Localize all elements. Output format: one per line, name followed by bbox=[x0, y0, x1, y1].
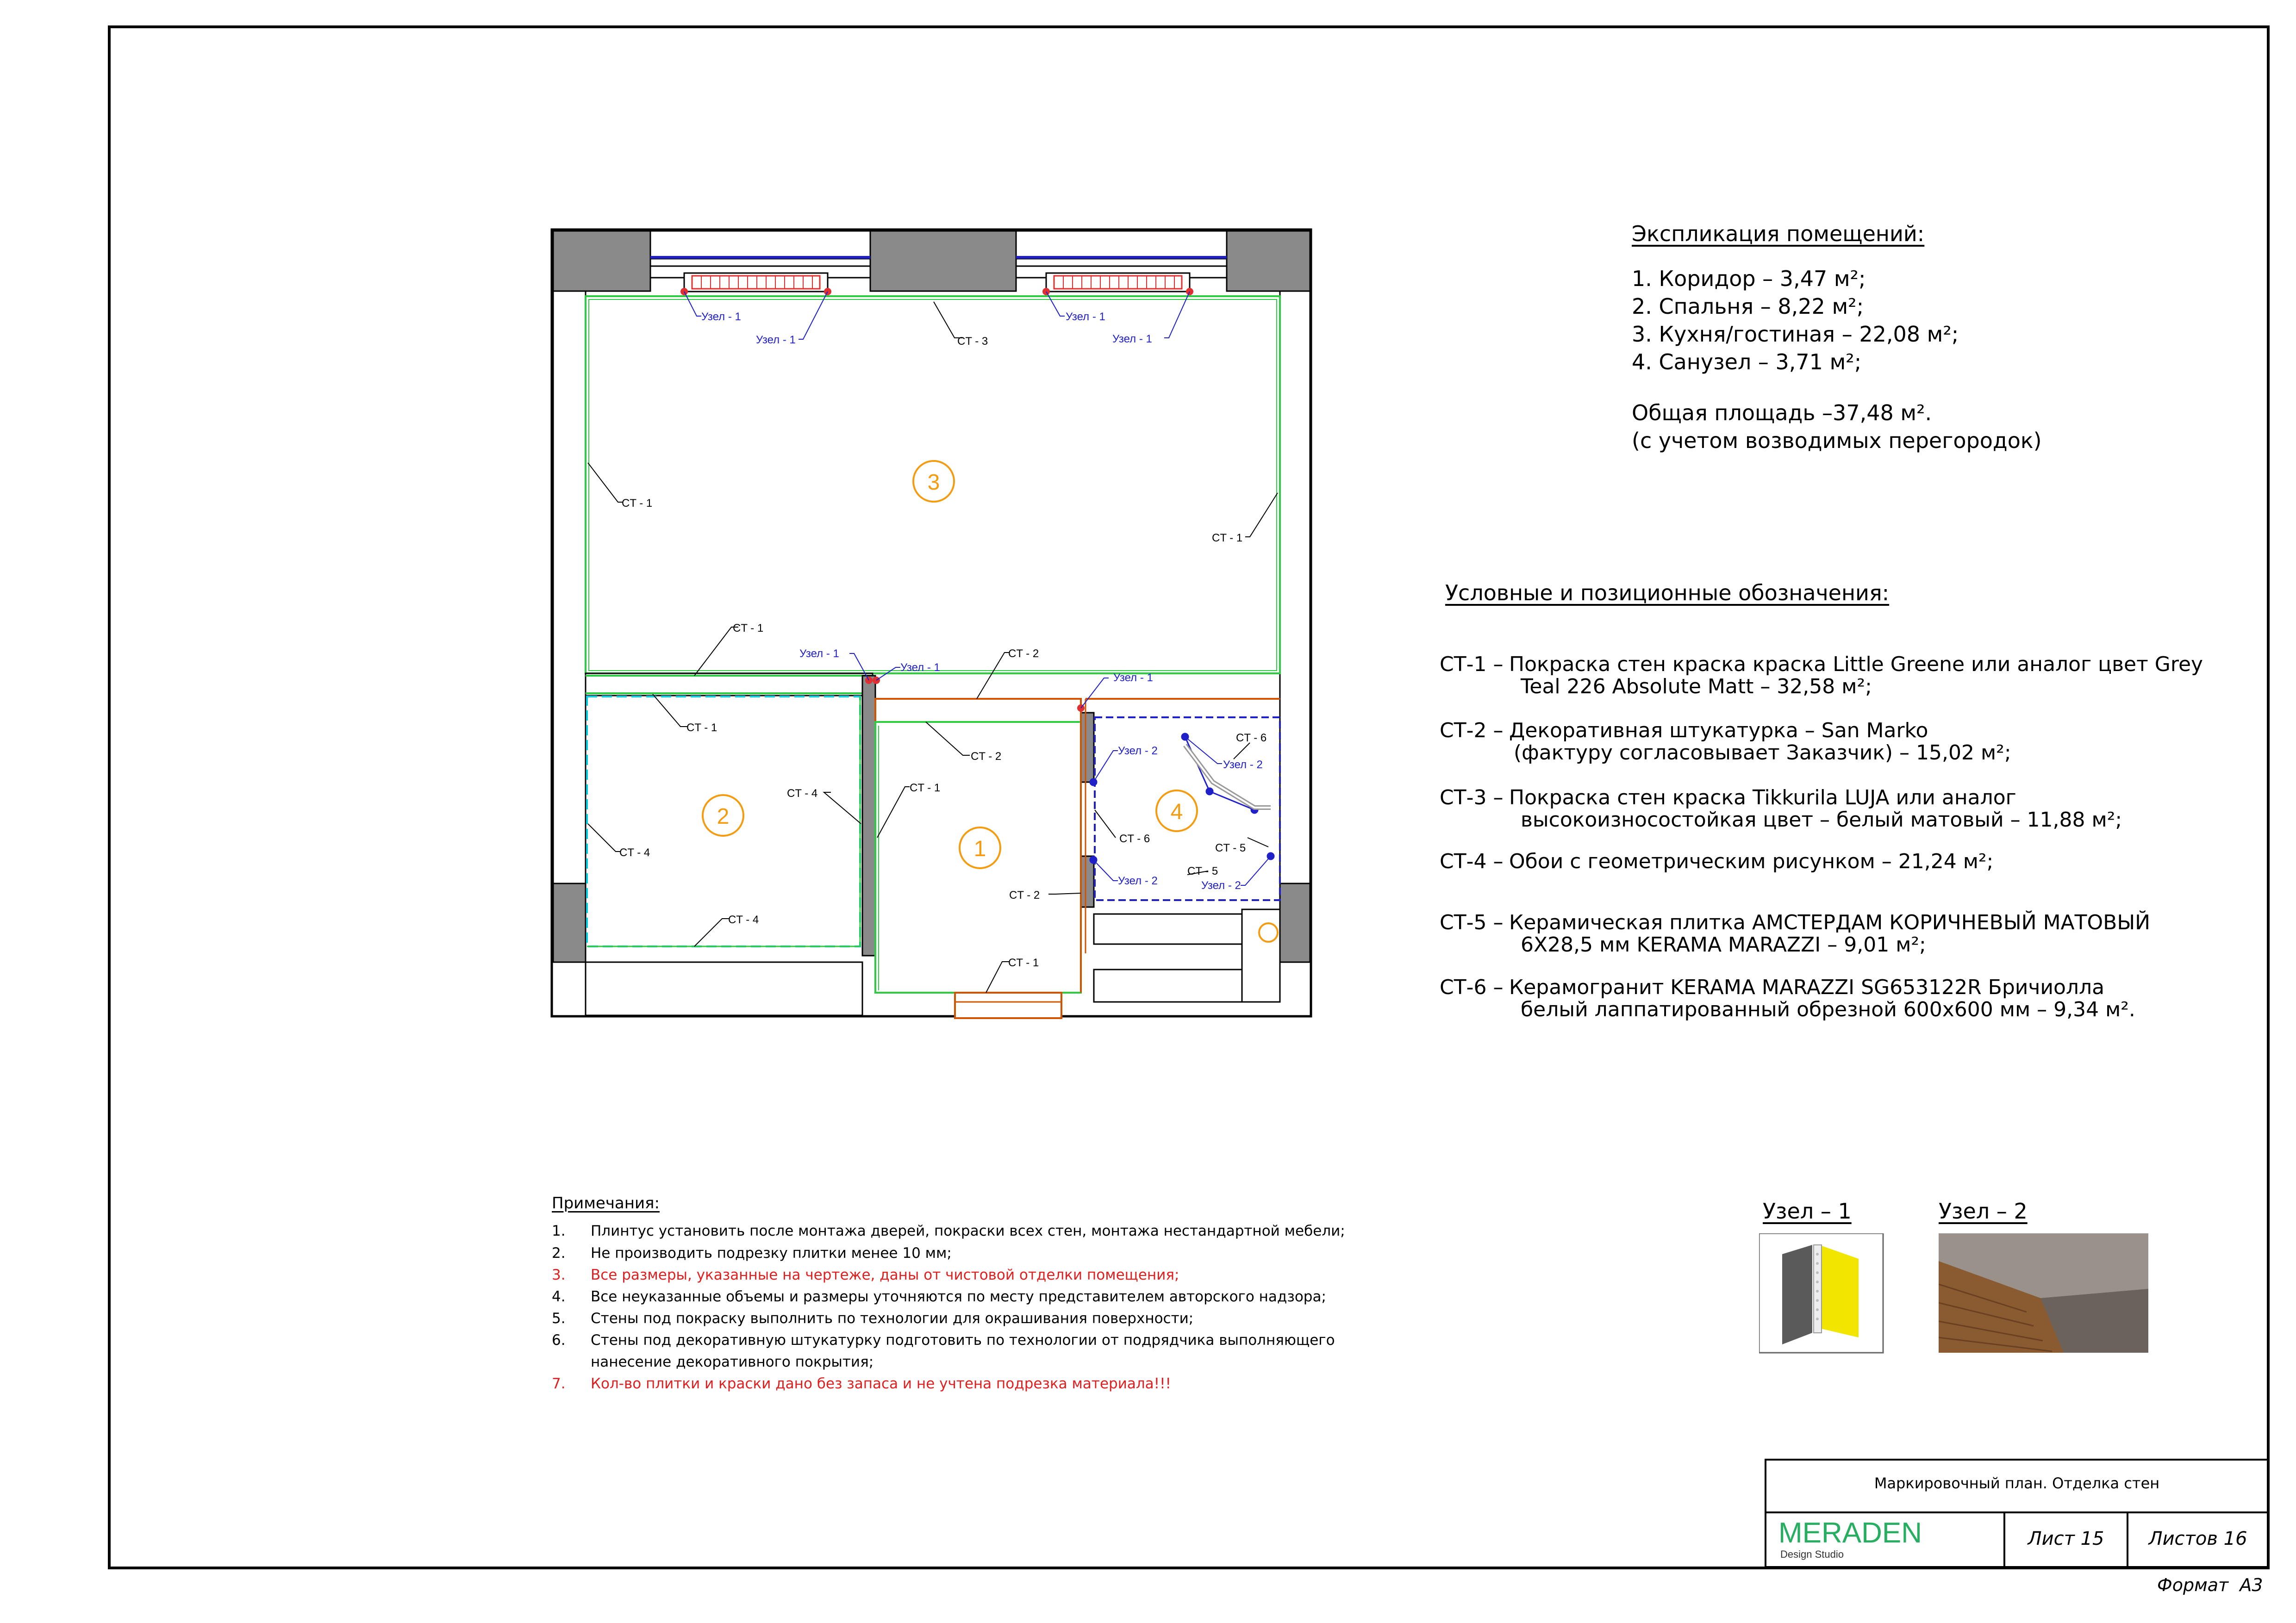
label-ct2: CT - 2 bbox=[971, 750, 1002, 763]
label-ct2: CT - 2 bbox=[1008, 647, 1039, 660]
explication-room: 1. Коридор – 3,47 м²; bbox=[1632, 266, 1866, 291]
label-node1: Узел - 1 bbox=[900, 661, 940, 674]
legend-text: Декоративная штукатурка – San Marko bbox=[1509, 719, 1928, 742]
label-node2: Узел - 2 bbox=[1201, 879, 1241, 892]
node2-image bbox=[1939, 1233, 2149, 1354]
note-item: 6. Стены под декоративную штукатурку подготовить по технологии от подрядчика выполняющего bbox=[552, 1332, 1335, 1349]
legend-item-ct4 bbox=[1440, 851, 1993, 873]
explication-total: Общая площадь –37,48 м². bbox=[1632, 400, 1932, 425]
label-node1: Узел - 1 bbox=[1112, 333, 1152, 345]
note-item: нанесение декоративного покрытия; bbox=[591, 1354, 874, 1370]
sheet-title: Маркировочный план. Отделка стен bbox=[1874, 1474, 2160, 1492]
node1-image bbox=[1759, 1233, 1884, 1354]
label-node2: Узел - 2 bbox=[1223, 759, 1263, 771]
label-ct1: CT - 1 bbox=[733, 622, 764, 634]
legend-text: Керамическая плитка АМСТЕРДАМ КОРИЧНЕВЫЙ МАТОВЫЙ bbox=[1509, 911, 2151, 934]
legend-code: СТ-6 – bbox=[1440, 976, 1504, 999]
label-ct1: CT - 1 bbox=[1008, 957, 1039, 969]
wall-left bbox=[553, 291, 586, 883]
explication-room: 2. Спальня – 8,22 м²; bbox=[1632, 294, 1864, 319]
legend-code: СТ-1 – bbox=[1440, 653, 1504, 676]
notes-title: Примечания: bbox=[552, 1194, 660, 1213]
label-node1: Узел - 1 bbox=[1066, 311, 1105, 323]
legend-title: Условные и позиционные обозначения: bbox=[1445, 580, 1890, 605]
explication-total-note: (с учетом возводимых перегородок) bbox=[1632, 428, 2042, 453]
brand-subtitle: Design Studio bbox=[1780, 1548, 1844, 1560]
radiator bbox=[684, 273, 828, 292]
legend-text: Teal 226 Absolute Matt – 32,58 м²; bbox=[1521, 675, 1872, 698]
room-4-number: 4 bbox=[1170, 800, 1183, 824]
legend-code: СТ-2 – bbox=[1440, 719, 1504, 742]
label-ct4: CT - 4 bbox=[728, 914, 759, 926]
note-item: 1. Плинтус установить после монтажа дверей, покраски всех стен, монтажа нестандартной мебели; bbox=[552, 1223, 1345, 1239]
note-item: 5. Стены под покраску выполнить по технологии для окрашивания поверхности; bbox=[552, 1310, 1194, 1327]
plan-outline bbox=[552, 230, 1311, 1016]
node2-title: Узел – 2 bbox=[1939, 1199, 2028, 1224]
legend-code: СТ-3 – bbox=[1440, 786, 1504, 809]
room-2-number: 2 bbox=[717, 804, 730, 829]
wall-right bbox=[1280, 291, 1310, 883]
label-node1: Узел - 1 bbox=[756, 334, 796, 346]
label-ct1: CT - 1 bbox=[686, 721, 718, 734]
paper-format: Формат А3 bbox=[2157, 1575, 2263, 1595]
label-node2: Узел - 2 bbox=[1118, 745, 1158, 757]
note-item: 4. Все неуказанные объемы и размеры уточняются по месту представителем авторского надзора; bbox=[552, 1288, 1326, 1305]
label-ct5: CT - 5 bbox=[1187, 865, 1218, 877]
note-item: 7. Кол-во плитки и краски дано без запаса и не учтена подрезка материала!!! bbox=[552, 1375, 1171, 1392]
explication-room: 3. Кухня/гостиная – 22,08 м²; bbox=[1632, 322, 1959, 347]
node1-title: Узел – 1 bbox=[1763, 1199, 1852, 1224]
brand-logo: MERADEN bbox=[1778, 1517, 1922, 1549]
radiator bbox=[1046, 273, 1190, 292]
explication-title: Экспликация помещений: bbox=[1632, 221, 1925, 246]
legend-text: Покраска стен краска Tikkurila LUJA или аналог bbox=[1509, 786, 2016, 809]
room-1-number: 1 bbox=[973, 837, 986, 861]
wall-pier bbox=[870, 231, 1016, 291]
legend-item-ct6 bbox=[1440, 976, 2135, 1021]
label-ct4: CT - 4 bbox=[619, 846, 650, 859]
legend-code: СТ-4 – bbox=[1440, 850, 1504, 873]
label-node1: Узел - 1 bbox=[799, 647, 839, 660]
legend-text: белый лаппатированный обрезной 600х600 мм – 9,34 м². bbox=[1521, 998, 2135, 1021]
legend-item-ct1 bbox=[1440, 653, 2203, 698]
legend-text: Керамогранит KERAMA MARAZZI SG653122R Бричиолла bbox=[1509, 976, 2105, 999]
floor-plan bbox=[546, 227, 1315, 1023]
note-item: 3. Все размеры, указанные на чертеже, даны от чистовой отделки помещения; bbox=[552, 1267, 1179, 1283]
legend-item-ct2 bbox=[1440, 720, 2011, 764]
legend-text: (фактуру согласовывает Заказчик) – 15,02 м²; bbox=[1514, 741, 2011, 765]
legend-text: Обои с геометрическим рисунком – 21,24 м²; bbox=[1509, 850, 1994, 873]
label-node1: Узел - 1 bbox=[1113, 672, 1153, 684]
legend-text: Покраска стен краска краска Little Greene или аналог цвет Grey bbox=[1509, 653, 2203, 676]
sheet-number: Лист 15 bbox=[2028, 1528, 2104, 1549]
label-ct3: CT - 3 bbox=[957, 335, 988, 348]
legend-text: высокоизносостойкая цвет – белый матовый – 11,88 м²; bbox=[1521, 808, 2122, 832]
sheets-total: Листов 16 bbox=[2148, 1528, 2247, 1549]
label-ct6: CT - 6 bbox=[1236, 732, 1267, 744]
room-3-number: 3 bbox=[927, 470, 940, 495]
wall-pier bbox=[553, 231, 650, 291]
label-ct4: CT - 4 bbox=[787, 787, 818, 800]
note-item: 2. Не производить подрезку плитки менее 10 мм; bbox=[552, 1245, 952, 1262]
legend-code: СТ-5 – bbox=[1440, 911, 1504, 934]
label-ct1: CT - 1 bbox=[1212, 532, 1243, 544]
label-ct1: CT - 1 bbox=[622, 497, 653, 510]
wall-pier bbox=[1227, 231, 1310, 291]
explication bbox=[1632, 221, 2042, 454]
label-ct6: CT - 6 bbox=[1119, 833, 1150, 845]
label-node1: Узел - 1 bbox=[701, 311, 741, 323]
label-ct2: CT - 2 bbox=[1009, 889, 1040, 902]
legend-item-ct3 bbox=[1440, 787, 2122, 831]
label-ct1: CT - 1 bbox=[910, 782, 941, 794]
legend-item-ct5 bbox=[1440, 912, 2150, 956]
legend-text: 6Х28,5 мм KERAMA MARAZZI – 9,01 м²; bbox=[1521, 933, 1926, 957]
label-ct5: CT - 5 bbox=[1215, 842, 1246, 854]
explication-room: 4. Санузел – 3,71 м²; bbox=[1632, 349, 1862, 374]
label-node2: Узел - 2 bbox=[1118, 875, 1158, 887]
